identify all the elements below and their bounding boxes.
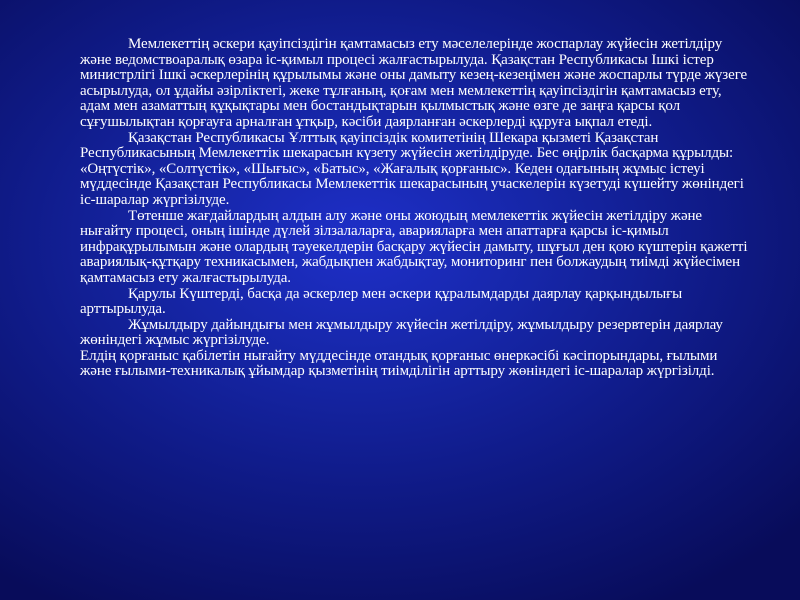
paragraph-defense-industry: Елдің қорғаныс қабілетін нығайту мүддесінде отандық қорғаныс өнеркәсібі кәсіпорындары, ғылыми және ғылыми-техникалық ұйымдар қызметінің тиімділігін арттыру жөніндегі іс-шаралар жүргізілді. <box>80 347 718 380</box>
paragraph-mobilization: Жұмылдыру дайындығы мен жұмылдыру жүйесін жетілдіру, жұмылдыру резервтерін даярлау жөніндегі жұмыс жүргізілуде. <box>80 316 723 349</box>
paragraph-armed-forces: Қарулы Күштерді, басқа да әскерлер мен әскери құралымдарды даярлау қарқындылығы арттырылуда. <box>80 285 683 318</box>
slide-text-block <box>80 37 750 380</box>
paragraph-emergency-system: Төтенше жағдайлардың алдын алу және оны жоюдың мемлекеттік жүйесін жетілдіру және нығайту процесі, оның ішінде дүлей зілзалаларға, аварияларға мен апаттарға қарсы іс-қимыл инфрақұрылымын және олардың тәуекелдерін басқару жүйесін дамыту, шұғыл ден қою күштерін қажетті авариялық-құтқару техникасымен, жабдықпен жабдықтау, мониторинг пен болжаудың тиімді жүйесімен қамтамасыз ету жалғастырылуда. <box>80 207 748 286</box>
paragraph-military-security: Мемлекеттің әскери қауіпсіздігін қамтамасыз ету мәселелерінде жоспарлау жүйесін жетілдіру және ведомствоаралық өзара іс-қимыл процесі жалғастырылуда. Қазақстан Республикасы Ішкі істер министрлігі Ішкі әскерлерінің құрылымы және оны дамыту кезең-кезеңімен және жоспарлы түрде жүзеге асырылуда, ол ұдайы әзірліктегі, жеке тұлғаның, қоғам мен мемлекеттің қауіпсіздігін қамтамасыз ету, адам мен азаматтың құқықтары мен бостандықтарын қылмыстық және өзге де заңға қарсы қол сұғушылықтан қорғауға арналған ұтқыр, кәсіби даярланған әскерлерді құруға ықпал етеді. <box>80 36 748 130</box>
paragraph-border-service: Қазақстан Республикасы Ұлттық қауіпсіздік комитетінің Шекара қызметі Қазақстан Республикасының Мемлекеттік шекарасын күзету жүйесін жетілдіруде. Бес өңірлік басқарма құрылды: «Оңтүстік», «Солтүстік», «Шығыс», «Батыс», «Жағалық қорғаныс». Кеден одағының жұмыс істеуі мүддесінде Қазақстан Республикасы Мемлекеттік шекарасының учаскелерін күзетуді күшейту жөніндегі іс-шаралар жүргізілуде. <box>80 129 744 208</box>
